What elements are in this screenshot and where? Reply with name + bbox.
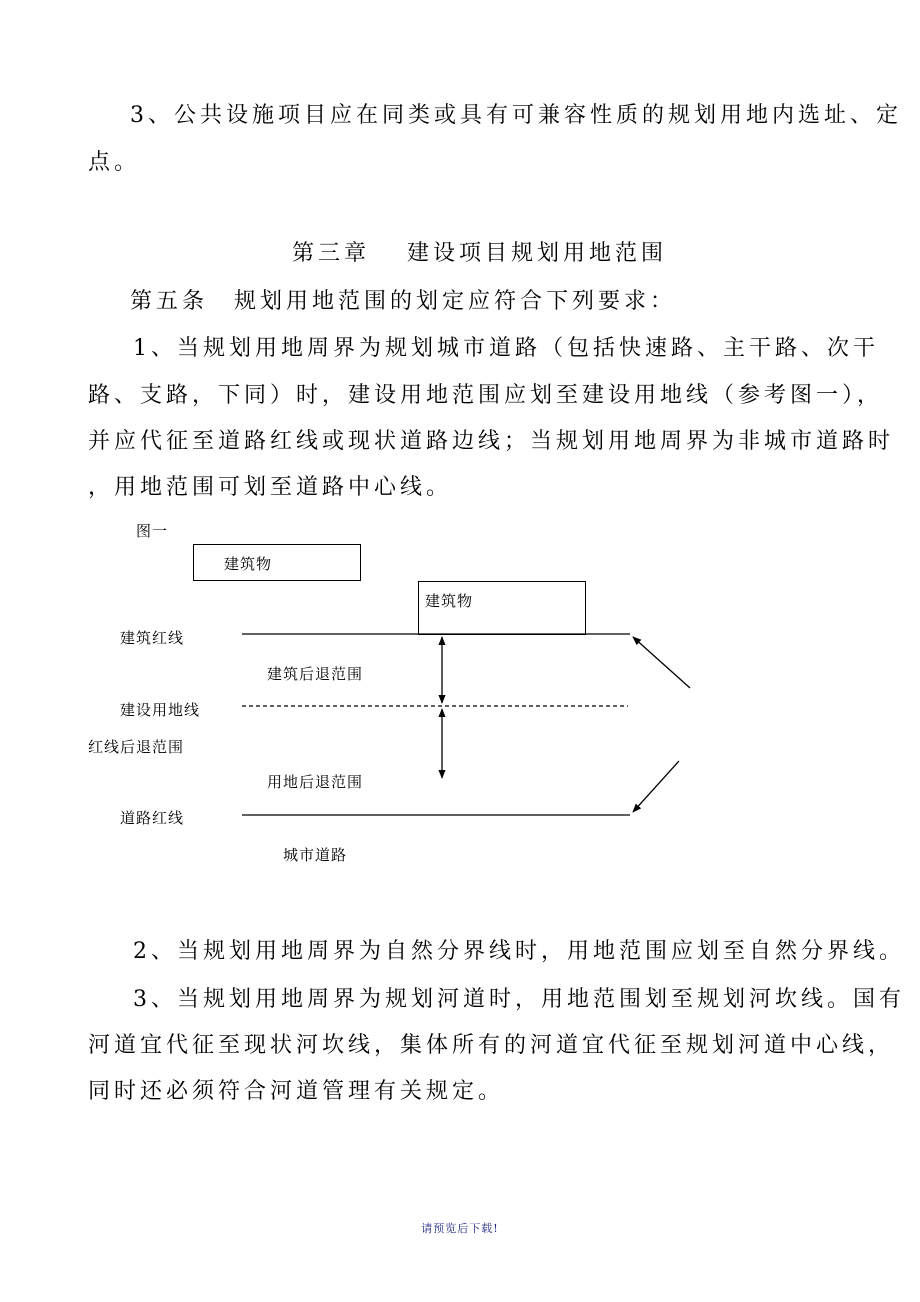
- item-2: 2、当规划用地周界为自然分界线时，用地范围应划至自然分界线。: [133, 939, 905, 964]
- footer-note: 请预览后下载!: [421, 1222, 499, 1235]
- item-3-line-3: 同时还必须符合河道管理有关规定。: [88, 1079, 505, 1104]
- item-1-line-3: 并应代征至道路红线或现状道路边线；当规划用地周界为非城市道路时: [88, 429, 895, 454]
- para-top-line-1: 3、公共设施项目应在同类或具有可兼容性质的规划用地内选址、定: [130, 103, 902, 128]
- item-3-line-1: 3、当规划用地周界为规划河道时，用地范围划至规划河坎线。国有: [133, 987, 905, 1012]
- para-top-line-2: 点。: [88, 150, 141, 175]
- building-1-label: 建筑物: [224, 555, 273, 573]
- pointer-arrow-lower: [633, 761, 679, 812]
- item-1-line-1: 1、当规划用地周界为规划城市道路（包括快速路、主干路、次干: [133, 336, 879, 361]
- building-2-label: 建筑物: [425, 592, 474, 610]
- land-setback-label: 用地后退范围: [267, 773, 364, 791]
- red-line-setback-label: 红线后退范围: [88, 738, 185, 756]
- article-5-heading: 第五条 规划用地范围的划定应符合下列要求：: [130, 289, 677, 314]
- building-red-line-label: 建筑红线: [120, 629, 185, 647]
- pointer-arrow-upper: [633, 637, 690, 688]
- city-road-label: 城市道路: [283, 846, 348, 864]
- figure-title: 图一: [136, 522, 169, 540]
- item-1-line-2: 路、支路，下同）时，建设用地范围应划至建设用地线（参考图一），: [88, 383, 884, 408]
- construction-land-line-label: 建设用地线: [120, 701, 201, 719]
- item-3-line-2: 河道宜代征至现状河坎线，集体所有的河道宜代征至规划河道中心线，: [88, 1033, 895, 1058]
- chapter-heading: 第三章 建设项目规划用地范围: [292, 241, 667, 266]
- road-red-line-label: 道路红线: [120, 809, 185, 827]
- building-setback-label: 建筑后退范围: [267, 665, 364, 683]
- item-1-line-4: ，用地范围可划至道路中心线。: [88, 475, 453, 500]
